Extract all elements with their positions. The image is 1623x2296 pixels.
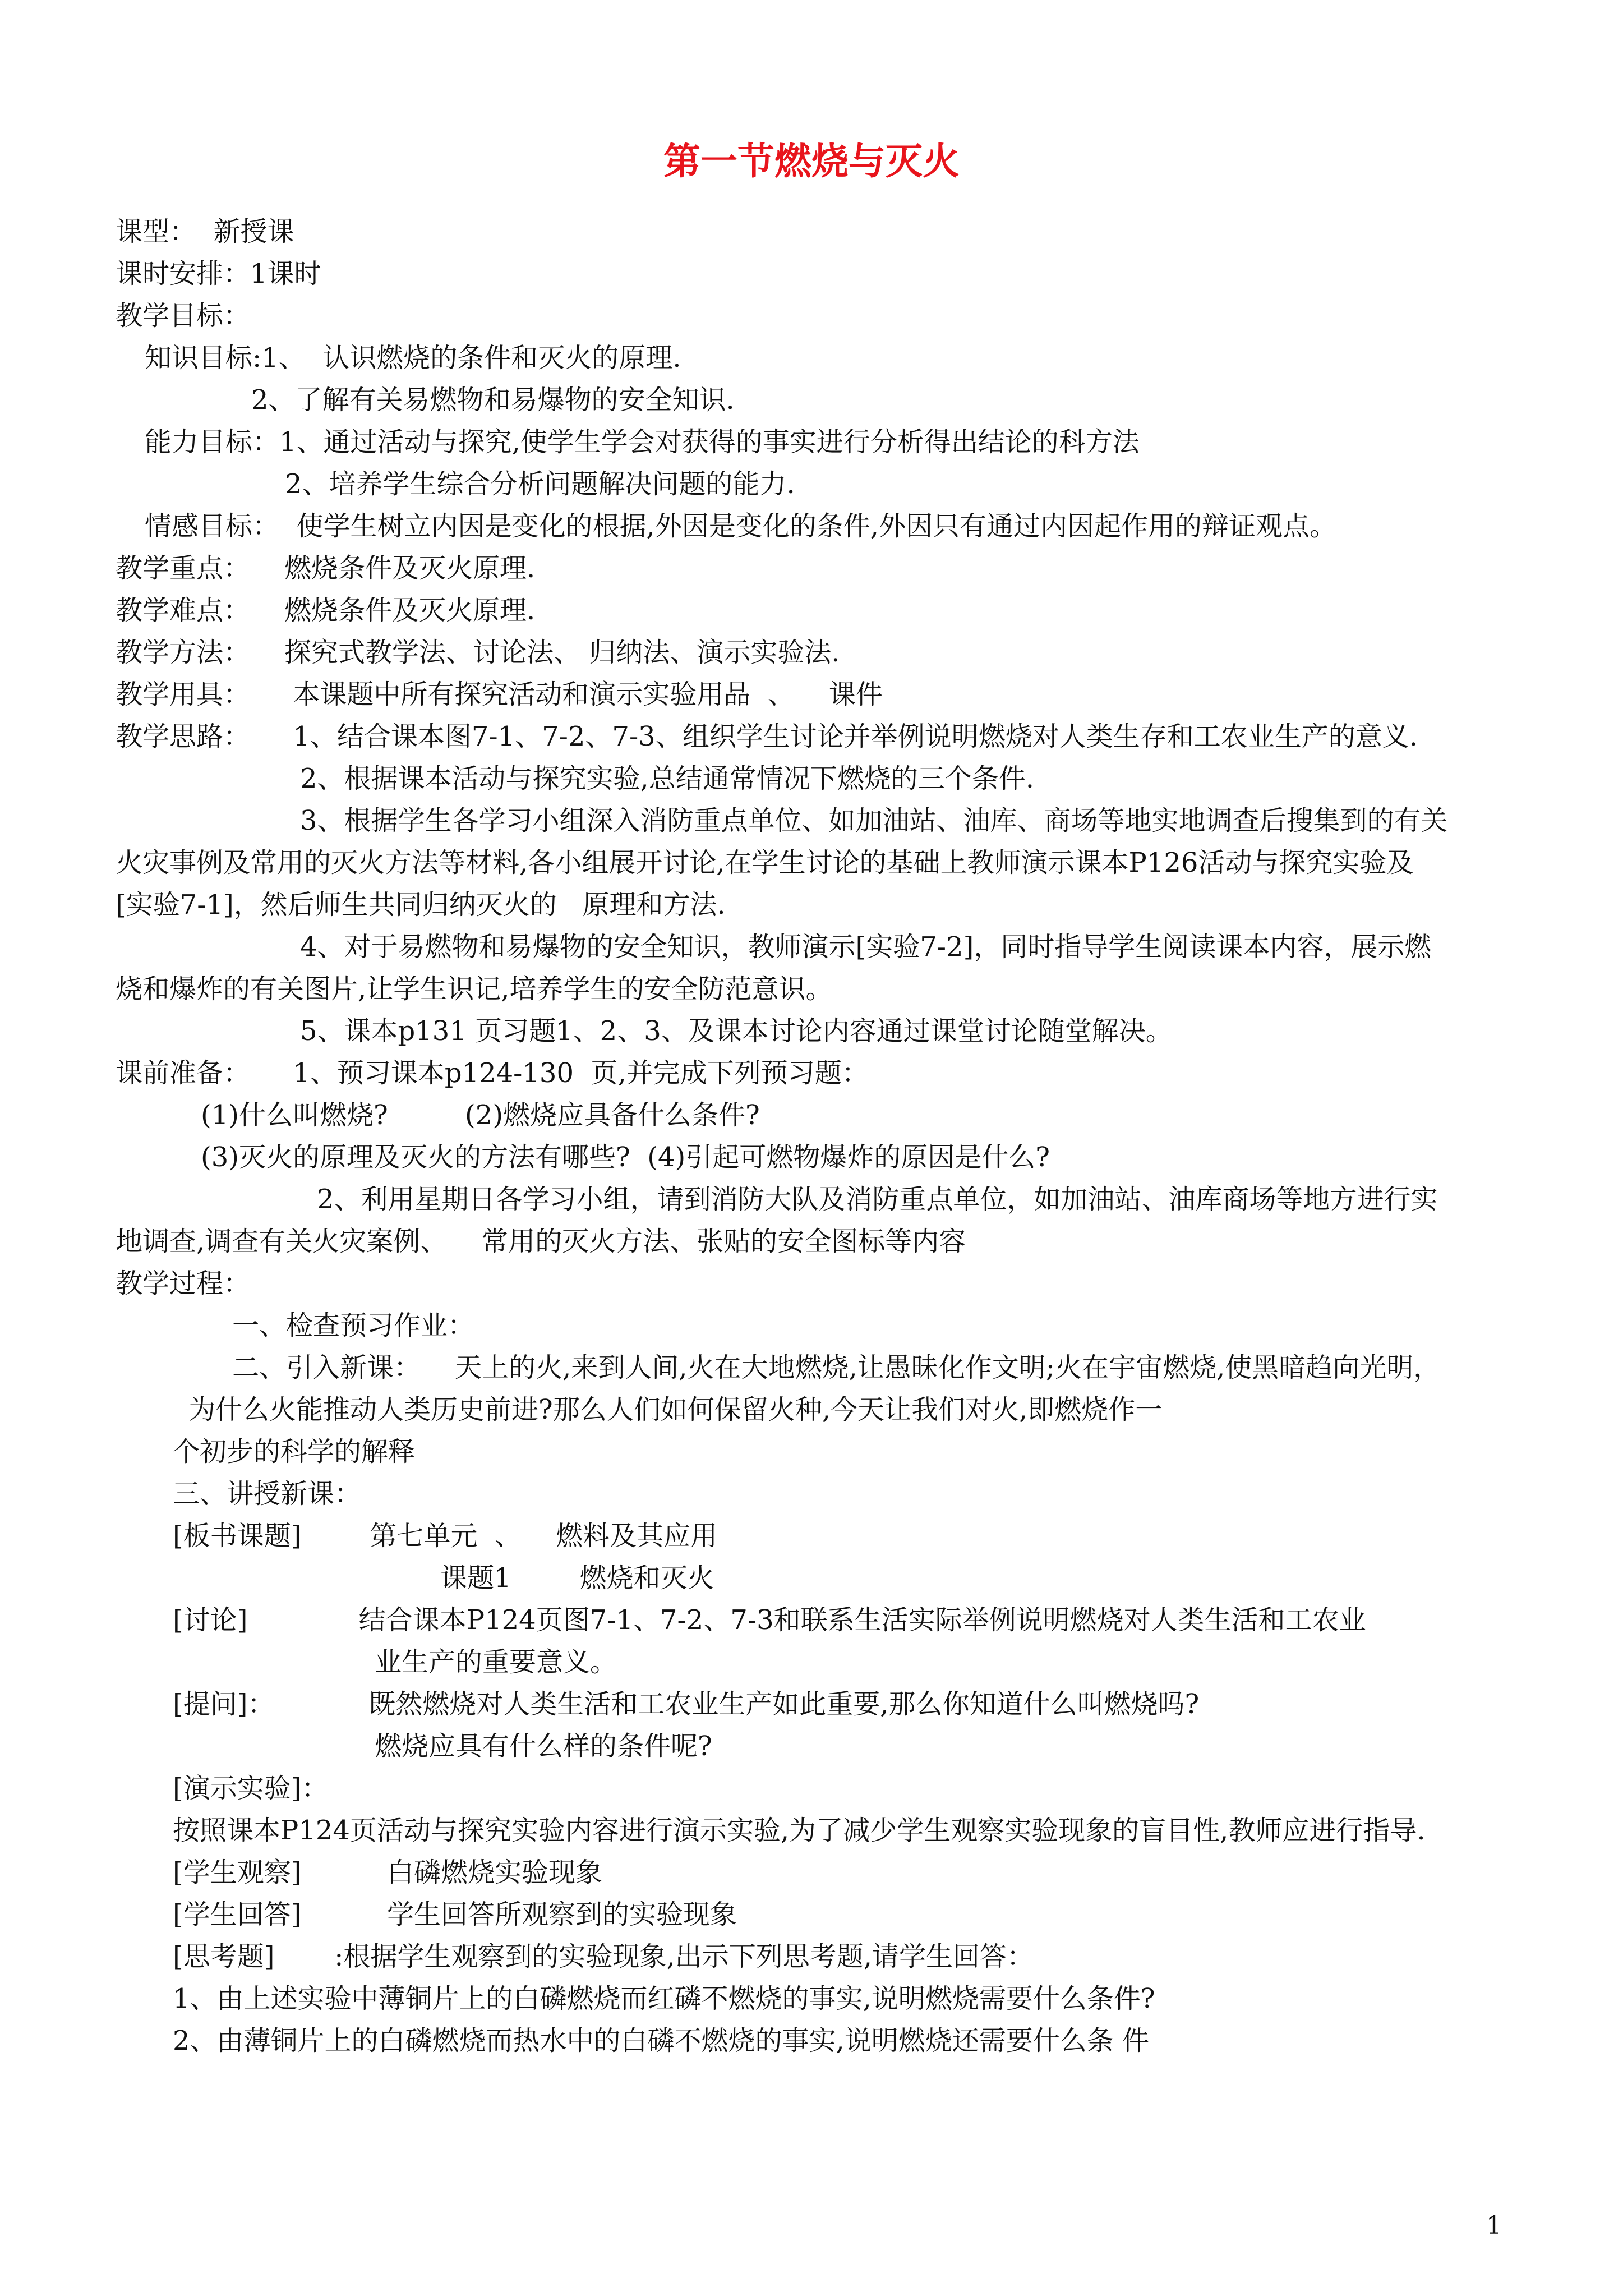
thinking-question-2: 2、由薄铜片上的白磷燃烧而热水中的白磷不燃烧的事实,说明燃烧还需要什么条 件 xyxy=(173,2025,1150,2056)
demo-experiment-heading: [演示实验]： xyxy=(173,1773,329,1804)
ability-goal-1: 能力目标：1、通过活动与探究,使学生学会对获得的事实进行分析得出结论的科方法 xyxy=(145,426,1140,458)
teaching-idea-3-end: [实验7-1]，然后师生共同归纳灭火的 原理和方法. xyxy=(116,889,726,921)
lesson-hours-line: 课时安排：1课时 xyxy=(116,258,321,289)
teaching-idea-4-cont: 烧和爆炸的有关图片,让学生识记,培养学生的安全防范意识。 xyxy=(116,973,833,1005)
thinking-question-1: 1、由上述实验中薄铜片上的白磷燃烧而红磷不燃烧的事实,说明燃烧需要什么条件? xyxy=(173,1983,1155,2014)
teaching-tools: 教学用具： 本课题中所有探究活动和演示实验用品 、 课件 xyxy=(116,679,883,710)
knowledge-goal-2: 2、了解有关易燃物和易爆物的安全知识. xyxy=(251,384,735,416)
discussion: [讨论] 结合课本P124页图7-1、7-2、7-3和联系生活实际举例说明燃烧对人类生活和工农业 xyxy=(173,1604,1366,1636)
step-2-introduction-end: 个初步的科学的解释 xyxy=(173,1436,416,1467)
teaching-goals-heading: 教学目标： xyxy=(116,300,251,332)
step-1-check-homework: 一、检查预习作业： xyxy=(232,1310,475,1341)
teaching-focus: 教学重点： 燃烧条件及灭火原理. xyxy=(116,553,536,584)
teaching-process-heading: 教学过程： xyxy=(116,1268,251,1299)
student-answer: [学生回答] 学生回答所观察到的实验现象 xyxy=(173,1899,737,1930)
preparation-2-cont: 地调查,调查有关火灾案例、 常用的灭火方法、张贴的安全图标等内容 xyxy=(116,1226,966,1257)
preview-questions-1: (1)什么叫燃烧? (2)燃烧应具备什么条件? xyxy=(201,1099,760,1131)
document-title: 第一节燃烧与灭火 xyxy=(663,140,960,183)
step-2-introduction-cont: 为什么火能推动人类历史前进?那么人们如何保留火种,今天让我们对火,即燃烧作一 xyxy=(188,1394,1163,1425)
demo-experiment-text: 按照课本P124页活动与探究实验内容进行演示实验,为了减少学生观察实验现象的盲目性,教师应进行指导. xyxy=(173,1815,1426,1846)
discussion-cont: 业生产的重要意义。 xyxy=(375,1646,617,1678)
preparation-1: 课前准备： 1、预习课本p124-130 页,并完成下列预习题： xyxy=(116,1057,869,1089)
teaching-difficulty: 教学难点： 燃烧条件及灭火原理. xyxy=(116,595,536,626)
teaching-idea-3-cont: 火灾事例及常用的灭火方法等材料,各小组展开讨论,在学生讨论的基础上教师演示课本P126活动与探究实验及 xyxy=(116,847,1414,878)
board-topic-lesson: 课题1 燃烧和灭火 xyxy=(440,1562,714,1594)
student-observation: [学生观察] 白磷燃烧实验现象 xyxy=(173,1857,603,1888)
teaching-idea-5: 5、课本p131 页习题1、2、3、及课本讨论内容通过课堂讨论随堂解决。 xyxy=(300,1015,1173,1047)
ability-goal-2: 2、培养学生综合分析问题解决问题的能力. xyxy=(285,468,795,500)
step-3-new-lesson: 三、讲授新课： xyxy=(173,1478,362,1510)
step-2-introduction: 二、引入新课： 天上的火,来到人间,火在大地燃烧,让愚昧化作文明;火在宇宙燃烧,使黑暗趋向光明， xyxy=(232,1352,1441,1383)
knowledge-goal-1: 知识目标:1、 认识燃烧的条件和灭火的原理. xyxy=(145,342,681,374)
preparation-2: 2、利用星期日各学习小组，请到消防大队及消防重点单位，如加油站、油库商场等地方进行实 xyxy=(317,1184,1438,1215)
teaching-idea-4: 4、对于易燃物和易爆物的安全知识，教师演示[实验7-2]，同时指导学生阅读课本内容，展示燃 xyxy=(300,931,1432,963)
question-cont: 燃烧应具有什么样的条件呢? xyxy=(375,1731,712,1762)
lesson-type-line: 课型： 新授课 xyxy=(116,216,294,247)
teaching-idea-1: 教学思路： 1、结合课本图7-1、7-2、7-3、组织学生讨论并举例说明燃烧对人类生存和工农业生产的意义. xyxy=(116,721,1418,752)
teaching-idea-3: 3、根据学生各学习小组深入消防重点单位、如加油站、油库、商场等地实地调查后搜集到的有关 xyxy=(300,805,1448,836)
emotion-goal: 情感目标： 使学生树立内因是变化的根据,外因是变化的条件,外因只有通过内因起作用的辩证观点。 xyxy=(145,510,1337,542)
teaching-method: 教学方法： 探究式教学法、讨论法、 归纳法、演示实验法. xyxy=(116,637,840,668)
board-topic: [板书课题] 第七单元 、 燃料及其应用 xyxy=(173,1520,718,1552)
teaching-idea-2: 2、根据课本活动与探究实验,总结通常情况下燃烧的三个条件. xyxy=(300,763,1035,794)
preview-questions-2: (3)灭火的原理及灭火的方法有哪些? (4)引起可燃物爆炸的原因是什么? xyxy=(201,1142,1050,1173)
question: [提问]： 既然燃烧对人类生活和工农业生产如此重要,那么你知道什么叫燃烧吗? xyxy=(173,1688,1200,1720)
thinking-questions: [思考题] :根据学生观察到的实验现象,出示下列思考题,请学生回答： xyxy=(173,1941,1034,1972)
page-number: 1 xyxy=(1486,2211,1502,2240)
